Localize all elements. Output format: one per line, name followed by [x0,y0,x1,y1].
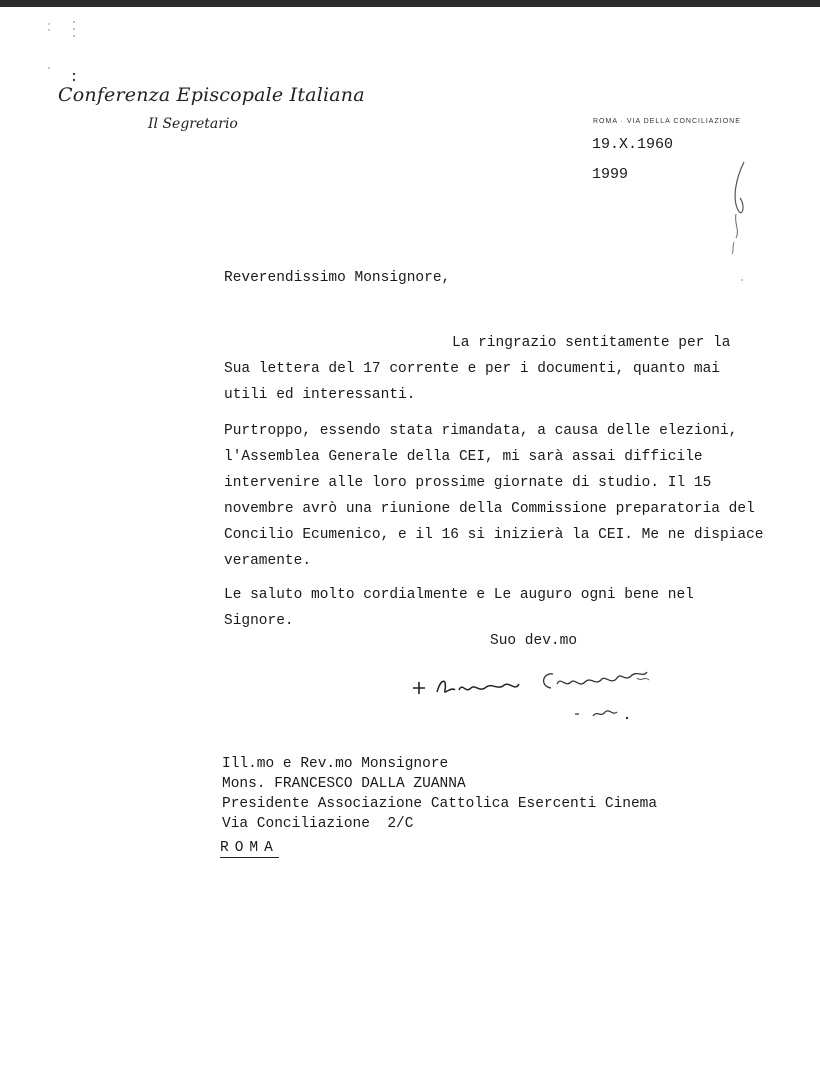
letterhead-organization: Conferenza Episcopale Italiana [58,84,365,106]
paragraph-greeting: Le saluto molto cordialmente e Le auguro ogni bene nel Signore. [224,587,694,629]
handwritten-signature [405,660,665,730]
recipient-street: Via Conciliazione 2/C [222,816,414,832]
closing: Suo dev.mo [490,633,578,649]
scan-top-border [0,0,820,7]
paragraph-regret: Purtroppo, essendo stata rimandata, a causa delle elezioni, l'Assemblea Generale della CEI, mi sarà assai difficile intervenire alle loro prossime giornate di studio. Il 15 novembre avrò una riunione della Commissione preparatoria del Concilio Ecumenico, e il 16 si inizierà la CEI. Me ne dispiace veramente. [224,423,764,569]
letterhead [58,84,365,132]
salutation: Reverendissimo Monsignore, [224,270,451,286]
letterhead-address: ROMA · VIA DELLA CONCILIAZIONE [593,118,741,125]
recipient-position: Presidente Associazione Cattolica Esercenti Cinema [222,796,658,812]
letter-body [224,330,764,634]
recipient-city: ROMA [220,840,279,856]
scan-artifact-marks [46,16,86,86]
letter-date: 19.X.1960 [592,136,674,153]
handwritten-margin-note [726,158,756,288]
reference-number: 1999 [592,166,629,183]
recipient-address-block [222,754,657,834]
recipient-name: Mons. FRANCESCO DALLA ZUANNA [222,776,466,792]
paragraph-thanks: La ringrazio sentitamente per la Sua lettera del 17 corrente e per i documenti, quanto mai utili ed interessanti. [224,335,731,403]
recipient-title: Ill.mo e Rev.mo Monsignore [222,756,449,772]
letterhead-office: Il Segretario [148,116,238,132]
